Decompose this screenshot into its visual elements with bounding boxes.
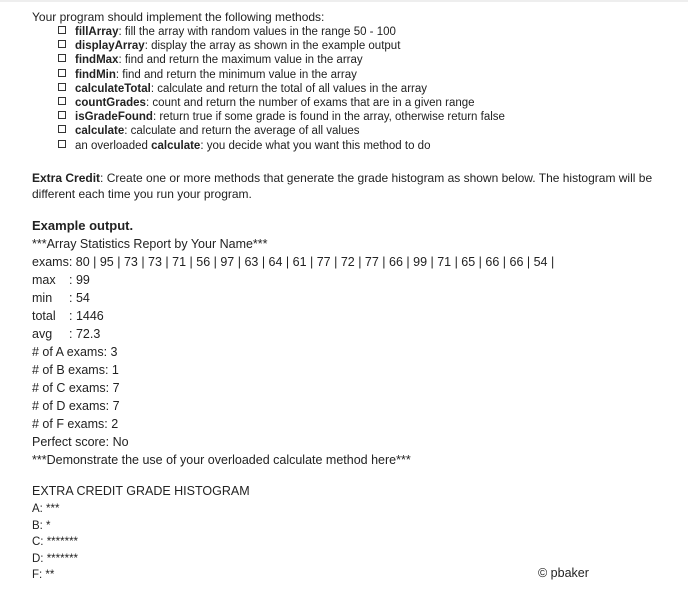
- stat-line: max : 99: [32, 273, 90, 287]
- method-item: fillArray: fill the array with random values in the range 50 - 100: [58, 25, 505, 39]
- method-item: calculate: calculate and return the average of all values: [58, 124, 505, 138]
- report-title: ***Array Statistics Report by Your Name***: [32, 237, 268, 251]
- count-line: # of C exams: 7: [32, 381, 120, 395]
- example-heading: Example output.: [32, 218, 134, 233]
- checkbox-icon: [58, 140, 66, 148]
- checkbox-icon: [58, 83, 66, 91]
- overload-line: ***Demonstrate the use of your overloaded calculate method here***: [32, 453, 411, 467]
- histogram-row: F: **: [32, 569, 55, 581]
- perfect-score-line: Perfect score: No: [32, 435, 129, 449]
- checkbox-icon: [58, 26, 66, 34]
- count-line: # of F exams: 2: [32, 417, 119, 431]
- exams-line: exams: 80 | 95 | 73 | 73 | 71 | 56 | 97 | 63 | 64 | 61 | 77 | 72 | 77 | 66 | 99 | 71 | 65 | 66 | 66 | 54 |: [32, 255, 555, 269]
- histogram-row: B: *: [32, 519, 51, 532]
- method-item: countGrades: count and return the number of exams that are in a given range: [58, 96, 505, 110]
- stat-line: total : 1446: [32, 309, 104, 323]
- histogram-row: A: ***: [32, 503, 60, 515]
- copyright-notice: © pbaker: [538, 566, 589, 580]
- top-divider: [0, 0, 688, 2]
- method-item: displayArray: display the array as shown in the example output: [58, 39, 505, 53]
- methods-list: [58, 25, 505, 153]
- count-line: # of B exams: 1: [32, 363, 119, 377]
- method-item: findMax: find and return the maximum value in the array: [58, 53, 505, 67]
- method-item: isGradeFound: return true if some grade is found in the array, otherwise return false: [58, 110, 505, 124]
- method-item: an overloaded calculate: you decide what you want this method to do: [58, 139, 505, 153]
- intro-text: Your program should implement the following methods:: [32, 10, 325, 24]
- histogram: [32, 501, 78, 584]
- histogram-row: D: *******: [32, 552, 79, 565]
- checkbox-icon: [58, 40, 66, 48]
- checkbox-icon: [58, 54, 66, 62]
- checkbox-icon: [58, 125, 66, 133]
- histogram-title: EXTRA CREDIT GRADE HISTOGRAM: [32, 484, 250, 498]
- extra-credit-text: Extra Credit: Create one or more methods that generate the grade histogram as shown below. The histogram will be different each time you run your program.: [32, 171, 653, 201]
- checkbox-icon: [58, 97, 66, 105]
- example-output: [32, 235, 554, 469]
- histogram-row: C: *******: [32, 536, 79, 548]
- stat-line: avg : 72.3: [32, 327, 101, 341]
- count-line: # of D exams: 7: [32, 399, 120, 413]
- method-item: calculateTotal: calculate and return the total of all values in the array: [58, 82, 505, 96]
- checkbox-icon: [58, 69, 66, 77]
- stat-line: min : 54: [32, 291, 90, 305]
- method-item: findMin: find and return the minimum value in the array: [58, 68, 505, 82]
- checkbox-icon: [58, 111, 66, 119]
- count-line: # of A exams: 3: [32, 345, 118, 359]
